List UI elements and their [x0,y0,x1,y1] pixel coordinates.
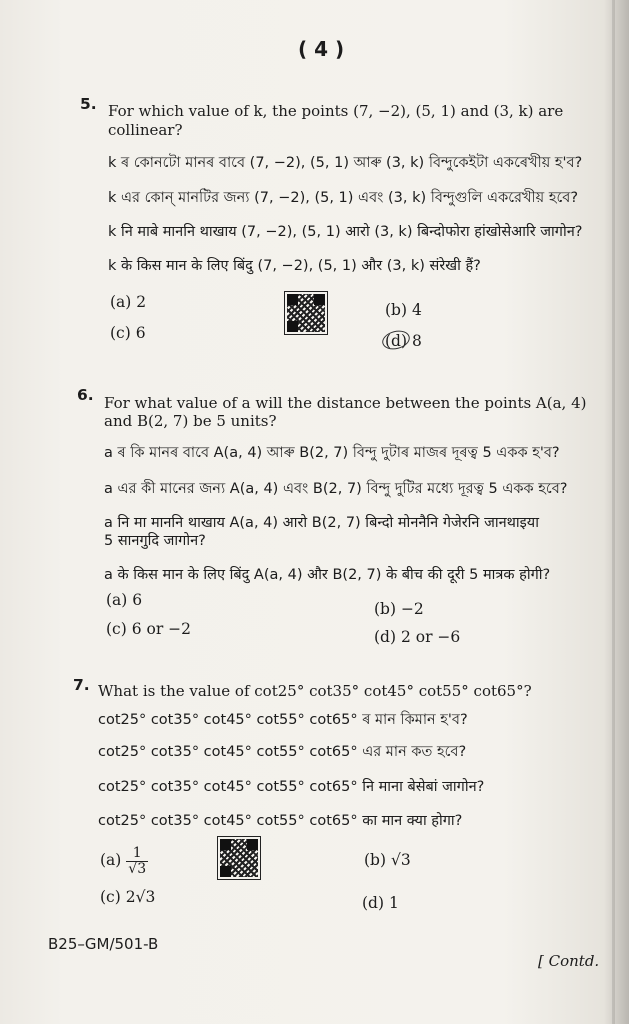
page-crease [612,0,615,1024]
q7-option-a-fraction [126,846,148,877]
fraction-numerator: 1 [126,846,148,862]
q7-option-a-label: (a) [100,851,122,869]
q7-bengali: cot25° cot35° cot45° cot55° cot65° এর মান কত হবে? [98,744,467,760]
q7-option-a [100,843,148,877]
q5-bengali: k এর কোন্ মানটির জন্য (7, −2), (5, 1) এবং (3, k) বিন্দুগুলি একরেখীয় হবে? [108,190,579,206]
q6-assamese: a ৰ কি মানৰ বাবে A(a, 4) আৰু B(2, 7) বিন্দু দুটাৰ মাজৰ দূৰত্ব 5 একক হ'ব? [104,445,560,461]
q7-option-b: (b) √3 [364,851,411,869]
q6-option-b: (b) −2 [374,600,424,618]
q5-hindi: k के किस मान के लिए बिंदु (7, −2), (5, 1) और (3, k) संरेखी हैं? [108,258,481,274]
q6-option-c: (c) 6 or −2 [106,620,192,638]
q6-english-line2: and B(2, 7) be 5 units? [104,412,277,430]
q7-hindi: cot25° cot35° cot45° cot55° cot65° का मान क्या होगा? [98,813,463,829]
q6-bodo-line1: a नि मा माननि थाखाय A(a, 4) आरो B(2, 7) बिन्दो मोननैनि गेजेरनि जानथाइया [104,515,539,531]
q7-bodo: cot25° cot35° cot45° cot55° cot65° नि माना बेसेबां जागोन? [98,779,485,795]
page-number: ( 4 ) [298,37,345,61]
q6-bengali: a এর কী মানের জন্য A(a, 4) এবং B(2, 7) বিন্দু দুটির মধ্যে দূরত্ব 5 একক হবে? [104,481,568,497]
q5-bodo: k नि माबे माननि थाखाय (7, −2), (5, 1) आरो (3, k) बिन्दोफोरा हांखोसेआरि जागोन? [108,224,583,240]
q7-number: 7. [73,676,90,694]
q5-option-a: (a) 2 [110,293,147,311]
fraction-denominator: √3 [128,860,147,877]
qr-code [285,292,327,334]
q6-number: 6. [77,386,94,404]
q7-assamese: cot25° cot35° cot45° cot55° cot65° ৰ মান কিমান হ'ব? [98,712,468,728]
q6-option-a: (a) 6 [106,591,143,609]
q6-hindi: a के किस मान के लिए बिंदु A(a, 4) और B(2, 7) के बीच की दूरी 5 मात्रक होगी? [104,567,551,583]
paper-code: B25–GM/501-B [48,935,159,953]
q5-number: 5. [80,95,97,113]
q5-option-b: (b) 4 [385,301,422,319]
q5-option-c: (c) 6 [110,324,146,342]
qr-code [218,837,260,879]
q6-english-line1: For what value of a will the distance between the points A(a, 4) [104,394,587,412]
q6-option-d: (d) 2 or −6 [374,628,461,646]
q7-english: What is the value of cot25° cot35° cot45° cot55° cot65°? [98,682,532,700]
q7-option-d: (d) 1 [362,894,399,912]
continued-label: [ Contd. [538,952,600,970]
q5-option-d: (d) 8 [385,332,422,350]
q6-bodo-line2: 5 सानगुदि जागोन? [104,533,206,549]
q5-english-line1: For which value of k, the points (7, −2), (5, 1) and (3, k) are [108,102,564,120]
q5-assamese: k ৰ কোনটো মানৰ বাবে (7, −2), (5, 1) আৰু (3, k) বিন্দুকেইটা একৰেখীয় হ'ব? [108,155,583,171]
q5-english-line2: collinear? [108,121,183,139]
q7-option-c: (c) 2√3 [100,888,156,906]
